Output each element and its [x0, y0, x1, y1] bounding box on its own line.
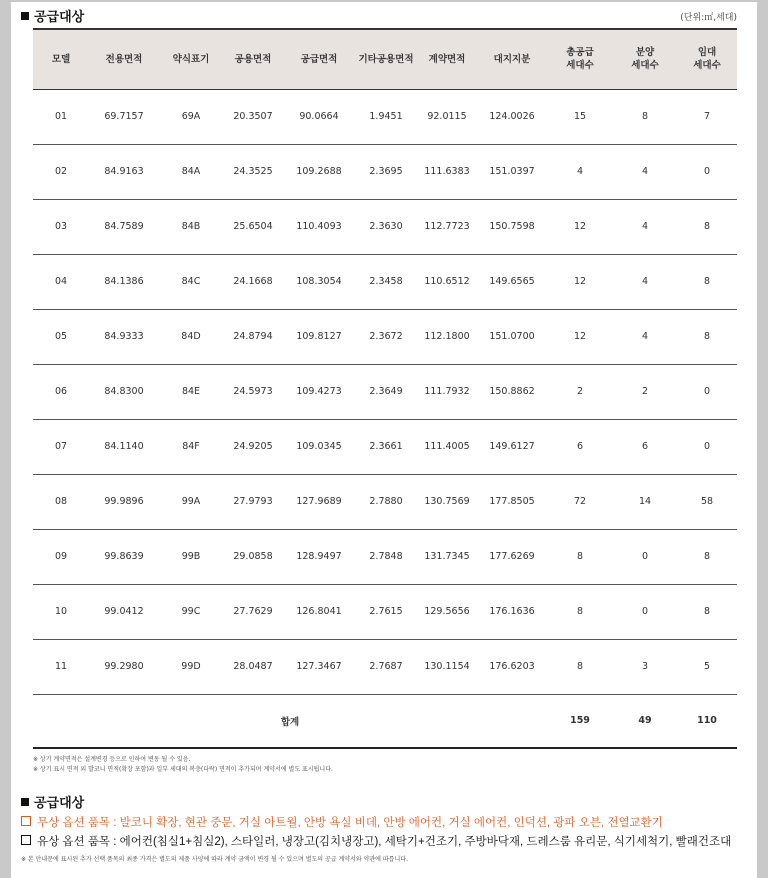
- table-cell: 28.0487: [223, 639, 283, 694]
- table-cell: 6: [547, 419, 613, 474]
- total-label: 합계: [33, 694, 547, 748]
- table-cell: 07: [33, 419, 89, 474]
- table-cell: 126.8041: [283, 584, 355, 639]
- table-row: [33, 474, 737, 529]
- table-cell: 8: [677, 584, 737, 639]
- table-cell: 84D: [159, 309, 223, 364]
- table-cell: 90.0664: [283, 89, 355, 144]
- square-bullet-icon: [21, 798, 29, 806]
- table-cell: 20.3507: [223, 89, 283, 144]
- table-cell: 177.6269: [477, 529, 547, 584]
- table-cell: 110.6512: [417, 254, 477, 309]
- table-cell: 24.8794: [223, 309, 283, 364]
- table-cell: 8: [677, 529, 737, 584]
- table-cell: 109.4273: [283, 364, 355, 419]
- table-row: [33, 364, 737, 419]
- table-cell: 84.7589: [89, 199, 159, 254]
- table-cell: 99B: [159, 529, 223, 584]
- table-cell: 92.0115: [417, 89, 477, 144]
- table-cell: 8: [677, 199, 737, 254]
- table-cell: 24.1668: [223, 254, 283, 309]
- total-rent-units: 110: [677, 694, 737, 748]
- table-cell: 4: [547, 144, 613, 199]
- table-cell: 12: [547, 254, 613, 309]
- table-cell: 2.3458: [355, 254, 417, 309]
- table-cell: 84.8300: [89, 364, 159, 419]
- table-cell: 84E: [159, 364, 223, 419]
- table-cell: 0: [613, 529, 677, 584]
- table-cell: 99.2980: [89, 639, 159, 694]
- table-cell: 176.6203: [477, 639, 547, 694]
- unit-label: (단위:㎡,세대): [680, 13, 737, 23]
- table-row: [33, 419, 737, 474]
- table-cell: 10: [33, 584, 89, 639]
- table-cell: 84.1386: [89, 254, 159, 309]
- table-header-row: [33, 29, 737, 89]
- square-bullet-icon: [21, 12, 29, 20]
- table-cell: 1.9451: [355, 89, 417, 144]
- table-cell: 99.0412: [89, 584, 159, 639]
- table-cell: 02: [33, 144, 89, 199]
- free-options-line: 무상 옵션 품목 : 발코니 확장, 현관 중문, 거실 아트월, 안방 욕실 비데, 안방 에어컨, 거실 에어컨, 인덕션, 광파 오븐, 전열교환기: [21, 814, 663, 830]
- note-line: ※ 상기 표시 면적 외 발코니 면적(확장 포함)과 일부 세대의 복층(다락) 면적이 추가되며 계약서에 별도 표시됩니다.: [33, 766, 333, 773]
- table-cell: 4: [613, 199, 677, 254]
- table-cell: 84C: [159, 254, 223, 309]
- table-row: [33, 254, 737, 309]
- table-cell: 24.9205: [223, 419, 283, 474]
- header-exclusive-area: 전용면적: [89, 29, 159, 89]
- options-section-title: 공급대상: [21, 792, 84, 811]
- table-cell: 8: [677, 254, 737, 309]
- table-cell: 0: [677, 364, 737, 419]
- table-cell: 2.3661: [355, 419, 417, 474]
- total-row: [33, 694, 737, 748]
- table-cell: 99.8639: [89, 529, 159, 584]
- table-row: [33, 584, 737, 639]
- paid-options-line: 유상 옵션 품목 : 에어컨(침실1+침실2), 스타일러, 냉장고(김치냉장고), 세탁기+건조기, 주방바닥재, 드레스룸 유리문, 식기세척기, 빨래건조대: [21, 833, 731, 849]
- header-total-units: 총공급 세대수: [547, 29, 613, 89]
- table-cell: 84F: [159, 419, 223, 474]
- table-cell: 12: [547, 199, 613, 254]
- table-cell: 131.7345: [417, 529, 477, 584]
- table-cell: 2.7880: [355, 474, 417, 529]
- table-cell: 0: [677, 419, 737, 474]
- table-cell: 09: [33, 529, 89, 584]
- table-cell: 109.8127: [283, 309, 355, 364]
- table-cell: 84.9163: [89, 144, 159, 199]
- table-cell: 177.8505: [477, 474, 547, 529]
- total-sale-units: 49: [613, 694, 677, 748]
- table-cell: 2: [547, 364, 613, 419]
- table-cell: 2.3695: [355, 144, 417, 199]
- table-cell: 8: [613, 89, 677, 144]
- table-cell: 109.2688: [283, 144, 355, 199]
- table-cell: 149.6127: [477, 419, 547, 474]
- header-rental-units: 임대 세대수: [677, 29, 737, 89]
- table-cell: 130.7569: [417, 474, 477, 529]
- table-cell: 111.6383: [417, 144, 477, 199]
- table-cell: 127.3467: [283, 639, 355, 694]
- table-cell: 69A: [159, 89, 223, 144]
- table-cell: 2.7615: [355, 584, 417, 639]
- note-line: ※ 상기 계약면적은 설계변경 등으로 인하여 변동 될 수 있음.: [33, 756, 191, 763]
- table-cell: 99A: [159, 474, 223, 529]
- table-cell: 2: [613, 364, 677, 419]
- table-row: [33, 199, 737, 254]
- table-row: [33, 144, 737, 199]
- supply-table: [33, 28, 737, 749]
- table-cell: 150.7598: [477, 199, 547, 254]
- table-cell: 72: [547, 474, 613, 529]
- table-cell: 8: [547, 639, 613, 694]
- table-cell: 24.3525: [223, 144, 283, 199]
- table-cell: 84A: [159, 144, 223, 199]
- table-cell: 130.1154: [417, 639, 477, 694]
- table-row: [33, 639, 737, 694]
- table-cell: 2.7848: [355, 529, 417, 584]
- table-cell: 25.6504: [223, 199, 283, 254]
- table-cell: 6: [613, 419, 677, 474]
- table-cell: 112.7723: [417, 199, 477, 254]
- table-cell: 27.9793: [223, 474, 283, 529]
- table-cell: 99D: [159, 639, 223, 694]
- table-cell: 111.7932: [417, 364, 477, 419]
- table-cell: 14: [613, 474, 677, 529]
- header-supply-area: 공급면적: [283, 29, 355, 89]
- header-model: 모델: [33, 29, 89, 89]
- table-cell: 84B: [159, 199, 223, 254]
- table-cell: 110.4093: [283, 199, 355, 254]
- table-cell: 04: [33, 254, 89, 309]
- table-row: [33, 309, 737, 364]
- table-cell: 2.3630: [355, 199, 417, 254]
- table-cell: 4: [613, 309, 677, 364]
- table-cell: 108.3054: [283, 254, 355, 309]
- table-cell: 111.4005: [417, 419, 477, 474]
- table-cell: 124.0026: [477, 89, 547, 144]
- table-cell: 06: [33, 364, 89, 419]
- header-sale-units: 분양 세대수: [613, 29, 677, 89]
- table-cell: 8: [547, 584, 613, 639]
- table-cell: 2.3672: [355, 309, 417, 364]
- table-cell: 58: [677, 474, 737, 529]
- table-cell: 08: [33, 474, 89, 529]
- table-cell: 12: [547, 309, 613, 364]
- table-cell: 129.5656: [417, 584, 477, 639]
- table-row: [33, 89, 737, 144]
- table-cell: 3: [613, 639, 677, 694]
- table-row: [33, 529, 737, 584]
- table-cell: 151.0397: [477, 144, 547, 199]
- total-total-units: 159: [547, 694, 613, 748]
- table-cell: 84.1140: [89, 419, 159, 474]
- table-body: [33, 89, 737, 748]
- table-cell: 69.7157: [89, 89, 159, 144]
- checkbox-square-icon: [21, 816, 31, 826]
- header-contract-area: 계약면적: [417, 29, 477, 89]
- table-cell: 2.3649: [355, 364, 417, 419]
- table-cell: 149.6565: [477, 254, 547, 309]
- table-cell: 29.0858: [223, 529, 283, 584]
- table-cell: 15: [547, 89, 613, 144]
- table-cell: 01: [33, 89, 89, 144]
- table-cell: 8: [677, 309, 737, 364]
- table-cell: 03: [33, 199, 89, 254]
- table-cell: 99C: [159, 584, 223, 639]
- header-type-code: 약식표기: [159, 29, 223, 89]
- table-cell: 4: [613, 144, 677, 199]
- table-cell: 8: [547, 529, 613, 584]
- table-cell: 150.8862: [477, 364, 547, 419]
- footer-note: ※ 본 안내문에 표시된 추가 선택 품목의 최종 가격은 별도의 제품 사양에 따라 계약 금액이 변경 될 수 있으며 별도의 공급 계약서와 약관에 따릅니다.: [21, 856, 408, 863]
- table-cell: 05: [33, 309, 89, 364]
- document-page: [11, 2, 757, 878]
- table-cell: 24.5973: [223, 364, 283, 419]
- section-title: 공급대상: [21, 6, 84, 25]
- table-cell: 151.0700: [477, 309, 547, 364]
- table-cell: 11: [33, 639, 89, 694]
- table-cell: 128.9497: [283, 529, 355, 584]
- header-common-area: 공용면적: [223, 29, 283, 89]
- table-cell: 176.1636: [477, 584, 547, 639]
- table-cell: 2.7687: [355, 639, 417, 694]
- header-land-share: 대지지분: [477, 29, 547, 89]
- header-other-common-area: 기타공용면적: [355, 29, 417, 89]
- checkbox-square-icon: [21, 835, 31, 845]
- table-cell: 0: [677, 144, 737, 199]
- table-cell: 4: [613, 254, 677, 309]
- table-notes: [33, 755, 333, 775]
- table-cell: 127.9689: [283, 474, 355, 529]
- table-cell: 112.1800: [417, 309, 477, 364]
- table-cell: 84.9333: [89, 309, 159, 364]
- table-cell: 5: [677, 639, 737, 694]
- table-cell: 27.7629: [223, 584, 283, 639]
- table-cell: 7: [677, 89, 737, 144]
- table-cell: 0: [613, 584, 677, 639]
- table-cell: 99.9896: [89, 474, 159, 529]
- table-cell: 109.0345: [283, 419, 355, 474]
